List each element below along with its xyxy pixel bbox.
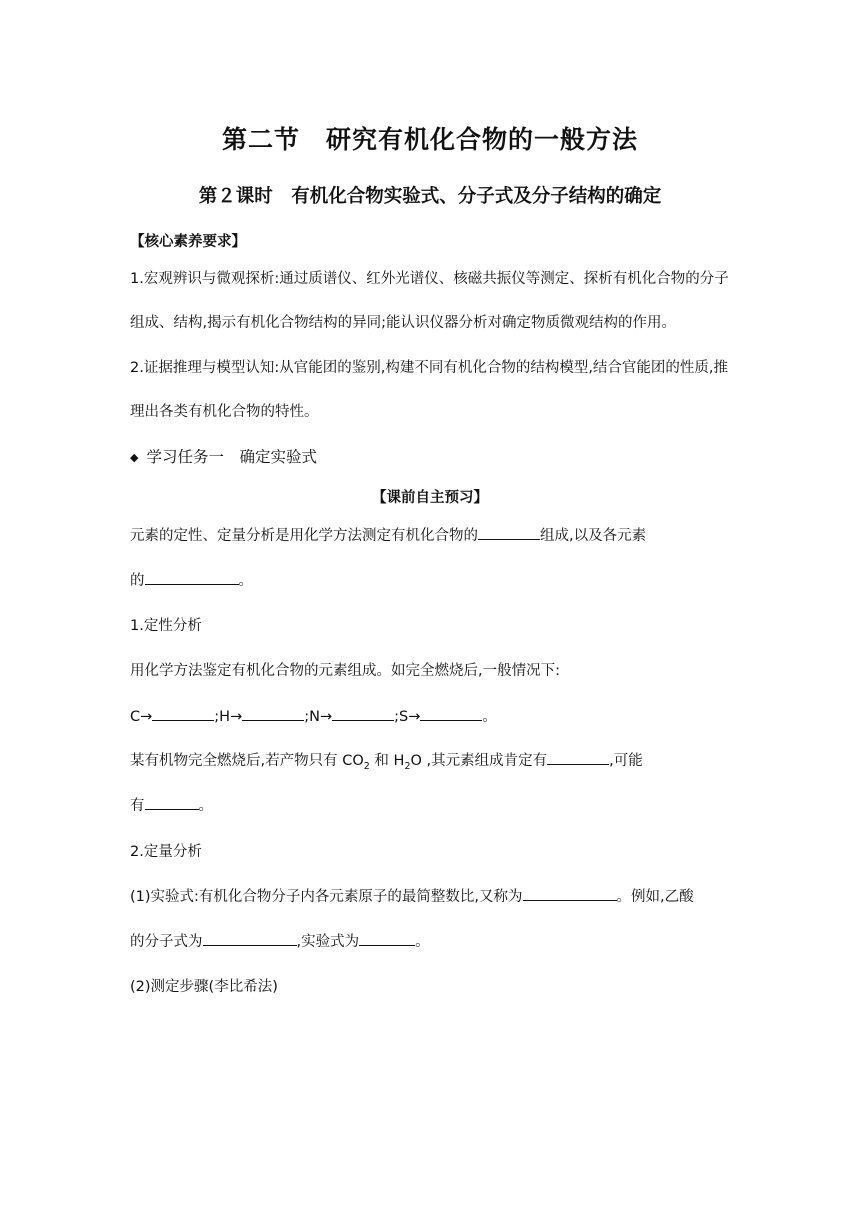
- blank-definite-elements[interactable]: [547, 750, 609, 765]
- diamond-bullet-icon: ◆: [130, 451, 139, 464]
- blank-possible-elements[interactable]: [145, 795, 199, 810]
- page-title: 第二节 研究有机化合物的一般方法: [221, 125, 638, 154]
- blank-c-product[interactable]: [152, 706, 214, 721]
- core-point-2b: 理出各类有机化合物的特性。: [130, 404, 319, 420]
- core-literacy-heading: 【核心素养要求】: [130, 234, 246, 250]
- blank-molecular-formula[interactable]: [203, 931, 297, 946]
- qualitative-desc: 用化学方法鉴定有机化合物的元素组成。如完全燃烧后,一般情况下:: [130, 663, 560, 679]
- preview-heading: 【课前自主预习】: [372, 490, 488, 506]
- blank-empirical-formula[interactable]: [359, 931, 415, 946]
- blank-s-product[interactable]: [420, 706, 482, 721]
- blank-content[interactable]: [145, 570, 239, 585]
- blank-empirical-alias[interactable]: [523, 886, 617, 901]
- intro-line-2: 的 。: [130, 569, 253, 590]
- core-point-1a: 1.宏观辨识与微观探析:通过质谱仪、红外光谱仪、核磁共振仪等测定、探析有机化合物的分子: [130, 271, 729, 287]
- core-point-2a: 2.证据推理与模型认知:从官能团的鉴别,构建不同有机化合物的结构模型,结合官能团的性质,推: [130, 360, 729, 376]
- elements-question-line-1: 某有机物完全燃烧后,若产物只有 $CO_2$ 和 $H_2O$ ,其元素组成肯定有 ,可能: [130, 749, 643, 772]
- quantitative-heading: 2.定量分析: [130, 844, 202, 860]
- liebig-method-heading: (2)测定步骤(李比希法): [130, 979, 278, 995]
- empirical-formula-line-2: 的分子式为 ,实验式为 。: [130, 930, 430, 951]
- task-heading: [130, 445, 317, 467]
- empirical-formula-line-1: (1)实验式:有机化合物分子内各元素原子的最简整数比,又称为 。例如,乙酸: [130, 885, 694, 906]
- blank-n-product[interactable]: [332, 706, 394, 721]
- combustion-products-line: C→ ;H→ ;N→ ;S→ 。: [130, 705, 497, 726]
- core-point-1b: 组成、结构,揭示有机化合物结构的异同;能认识仪器分析对确定物质微观结构的作用。: [130, 315, 676, 331]
- lesson-subtitle: 第２课时 有机化合物实验式、分子式及分子结构的确定: [198, 186, 662, 207]
- blank-composition[interactable]: [478, 525, 540, 540]
- elements-question-line-2: 有 。: [130, 794, 213, 815]
- intro-line-1: 元素的定性、定量分析是用化学方法测定有机化合物的 组成,以及各元素: [130, 524, 646, 545]
- qualitative-heading: 1.定性分析: [130, 618, 202, 634]
- blank-h-product[interactable]: [242, 706, 304, 721]
- task-title: 学习任务一 确定实验式: [146, 448, 317, 466]
